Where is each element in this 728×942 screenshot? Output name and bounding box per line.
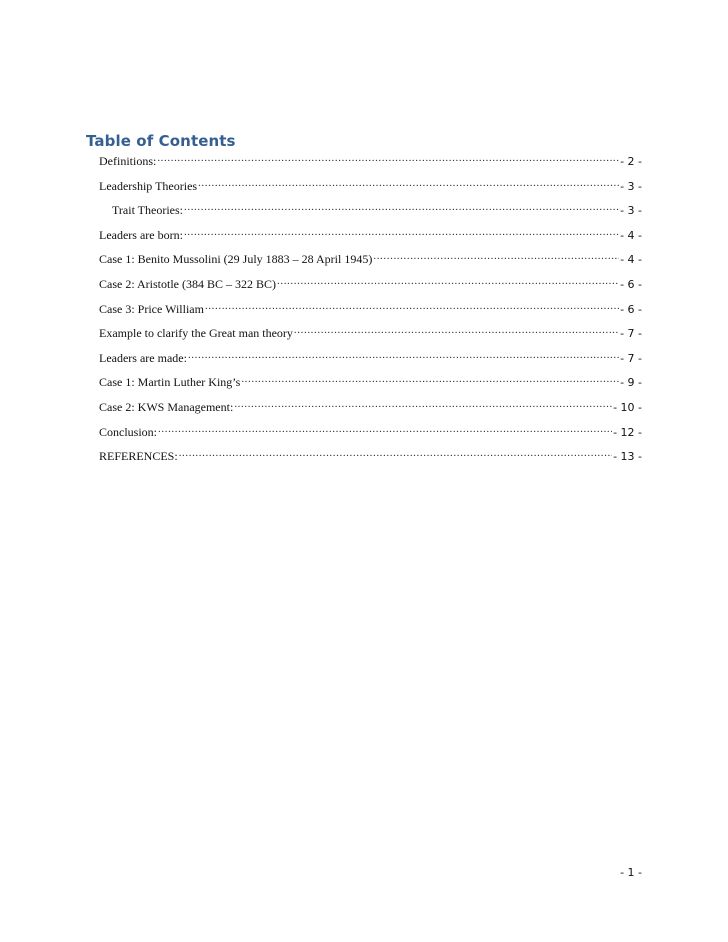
toc-dot-leader <box>277 276 619 288</box>
toc-dot-leader <box>241 374 619 386</box>
toc-entry-title: Definitions: <box>99 154 157 168</box>
toc-entry-case-kws[interactable] <box>99 399 642 424</box>
toc-dot-leader <box>373 251 619 263</box>
toc-entry-definitions[interactable] <box>99 153 642 178</box>
toc-entry-title: Case 1: Martin Luther King’s <box>99 375 241 390</box>
toc-entry-case-mlk[interactable] <box>99 374 642 399</box>
toc-dot-leader <box>294 325 619 337</box>
toc-entry-page: - 6 - <box>620 277 642 291</box>
toc-entry-page: - 7 - <box>620 351 642 365</box>
toc-entry-leaders-are-made[interactable] <box>99 350 642 375</box>
toc-entry-trait-theories[interactable] <box>99 202 642 227</box>
toc-entry-title: Conclusion: <box>99 424 158 439</box>
toc-entry-case-aristotle[interactable] <box>99 276 642 301</box>
toc-entry-page: - 4 - <box>620 228 642 242</box>
toc-entry-case-mussolini[interactable] <box>99 251 642 276</box>
toc-dot-leader <box>205 301 619 313</box>
toc-entry-title: Case 1: Benito Mussolini (29 July 1883 – 28 April 1945) <box>99 252 373 267</box>
toc-entry-title: Case 3: Price William <box>99 301 204 316</box>
toc-entry-page: - 9 - <box>620 376 642 390</box>
toc-entry-page: - 3 - <box>620 204 642 218</box>
toc-entry-page: - 3 - <box>620 179 642 193</box>
toc-entry-page: - 13 - <box>613 450 642 464</box>
toc-entry-great-man-example[interactable] <box>99 325 642 350</box>
toc-entry-title: Case 2: KWS Management: <box>99 399 234 414</box>
toc-entry-case-price-william[interactable] <box>99 301 642 326</box>
toc-dot-leader <box>234 399 612 411</box>
toc-entry-page: - 6 - <box>620 302 642 316</box>
toc-list <box>99 153 642 473</box>
toc-entry-page: - 4 - <box>620 253 642 267</box>
toc-dot-leader <box>188 350 619 362</box>
toc-entry-title: Trait Theories: <box>112 203 183 218</box>
toc-entry-references[interactable] <box>99 448 642 473</box>
toc-dot-leader <box>157 153 619 165</box>
toc-dot-leader <box>198 178 619 190</box>
toc-dot-leader <box>158 424 612 436</box>
toc-dot-leader <box>184 202 619 214</box>
toc-entry-page: - 2 - <box>620 155 642 168</box>
toc-entry-leadership-theories[interactable] <box>99 178 642 203</box>
toc-dot-leader <box>184 227 619 239</box>
toc-entry-title: Leadership Theories <box>99 178 198 193</box>
toc-dot-leader <box>179 448 612 460</box>
toc-heading: Table of Contents <box>86 132 236 150</box>
toc-entry-page: - 10 - <box>613 400 642 414</box>
toc-entry-title: Case 2: Aristotle (384 BC – 322 BC) <box>99 276 276 291</box>
toc-entry-page: - 7 - <box>620 327 642 341</box>
toc-entry-title: Leaders are born: <box>99 227 183 242</box>
toc-entry-title: Example to clarify the Great man theory <box>99 326 293 341</box>
toc-entry-page: - 12 - <box>613 425 642 439</box>
page-number: - 1 - <box>620 866 642 879</box>
toc-entry-leaders-are-born[interactable] <box>99 227 642 252</box>
toc-entry-title: REFERENCES: <box>99 449 178 464</box>
toc-entry-conclusion[interactable] <box>99 424 642 449</box>
toc-entry-title: Leaders are made: <box>99 350 187 365</box>
